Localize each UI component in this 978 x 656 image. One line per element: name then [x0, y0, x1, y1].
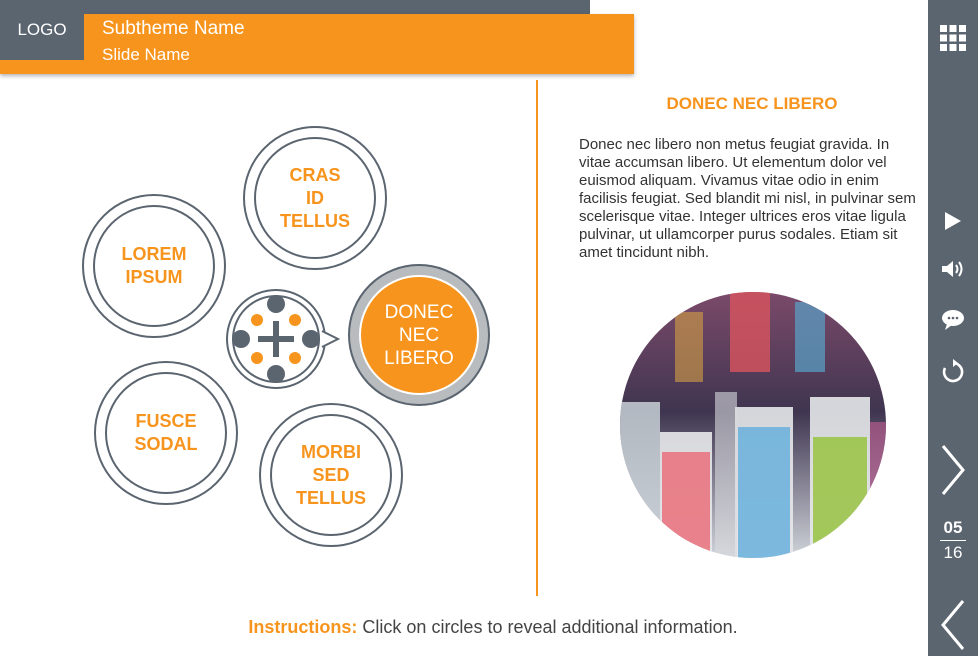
instructions — [0, 617, 978, 638]
circle-label: DONEC NEC LIBERO — [384, 301, 454, 369]
current-page: 05 — [943, 518, 963, 537]
slide-title: Slide Name — [102, 45, 190, 64]
comment-icon[interactable] — [928, 307, 978, 333]
page-separator — [940, 540, 966, 541]
circle-label: FUSCE SODAL — [134, 411, 198, 454]
next-icon[interactable] — [928, 440, 978, 500]
logo: LOGO — [0, 0, 84, 60]
menu-grid-icon[interactable] — [928, 22, 978, 54]
center-hub — [224, 289, 348, 389]
navigation-sidebar — [928, 0, 978, 656]
total-pages: 16 — [943, 543, 963, 562]
circle-label: MORBI SED TELLUS — [296, 441, 366, 508]
subtheme-title: Subtheme Name — [102, 18, 245, 39]
content-divider — [536, 80, 538, 596]
header-top-strip — [0, 0, 590, 14]
active-circle-fill — [359, 275, 479, 395]
circle-fusce-sodal[interactable] — [94, 361, 238, 505]
circle-label: CRAS ID TELLUS — [280, 164, 350, 231]
content-body: Donec nec libero non metus feugiat gravida. In vitae accumsan libero. Ut elementum dolor vel euismod aliquam. Vivamus vitae odio in enim facilisis feugiat. Sed blandit mi nisl, in pulvinar sem scelerisque vitae. Integer ultrices eros vitae ligula pulvinar, ut ullamcorper purus sodales. Etiam sit amet tincidunt nibh. — [579, 136, 916, 261]
title-band — [0, 14, 634, 74]
instructions-text: Click on circles to reveal additional information. — [357, 617, 738, 637]
content-title: DONEC NEC LIBERO — [666, 94, 838, 113]
circle-lorem-ipsum[interactable] — [82, 194, 226, 338]
circle-label: LOREM IPSUM — [121, 244, 187, 287]
play-icon[interactable] — [928, 208, 978, 234]
circle-donec-nec-libero[interactable] — [348, 264, 490, 406]
circle-morbi-sed-tellus[interactable] — [259, 403, 403, 547]
circle-cras-id-tellus[interactable] — [243, 126, 387, 270]
volume-icon[interactable] — [928, 256, 978, 282]
page-counter — [928, 518, 978, 563]
test-tubes-image — [620, 292, 886, 558]
replay-icon[interactable] — [928, 357, 978, 385]
instructions-label: Instructions: — [248, 617, 358, 637]
